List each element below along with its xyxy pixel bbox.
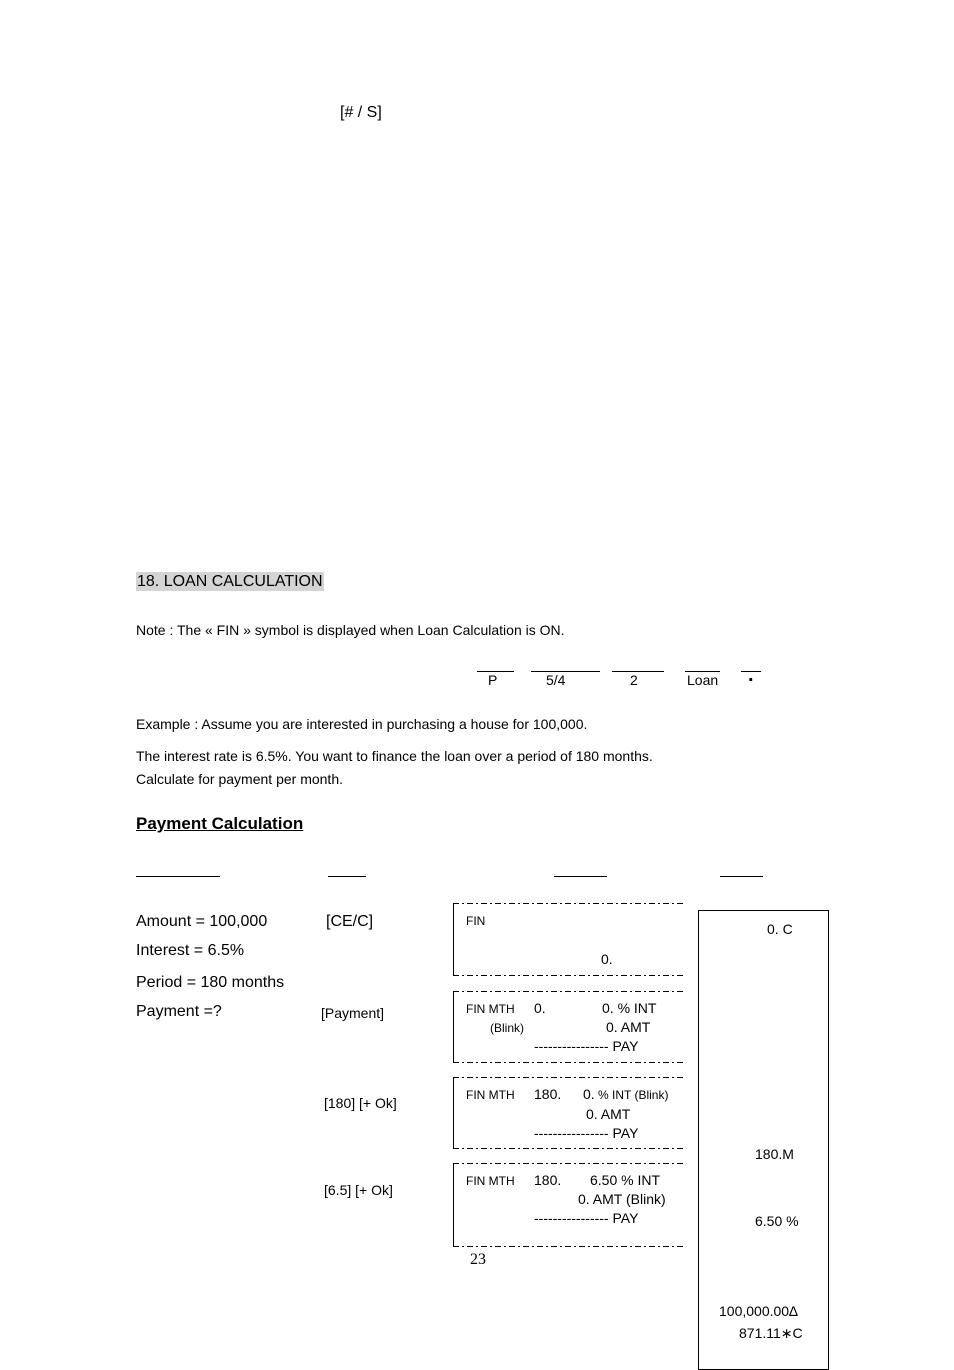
display-4-fin-mth: FIN MTH bbox=[466, 1174, 515, 1188]
example-line-3: Calculate for payment per month. bbox=[136, 771, 343, 787]
note-text: Note : The « FIN » symbol is displayed when Loan Calculation is ON. bbox=[136, 622, 565, 638]
payment-calculation-heading: Payment Calculation bbox=[136, 814, 304, 833]
display-4 bbox=[453, 1163, 685, 1247]
display-2-int: 0. % INT bbox=[602, 1000, 657, 1016]
switch-rule-54 bbox=[531, 671, 600, 672]
tape-line-1: 0. C bbox=[767, 921, 793, 937]
switch-label-2: 2 bbox=[630, 672, 638, 688]
display-3-fin-mth: FIN MTH bbox=[466, 1088, 515, 1102]
display-3-mth-value: 180. bbox=[534, 1086, 562, 1102]
display-4-amt-blink: 0. AMT (Blink) bbox=[578, 1191, 666, 1207]
display-1-value: 0. bbox=[601, 951, 613, 967]
display-2-blink: (Blink) bbox=[490, 1021, 525, 1035]
input-payment: Payment =? bbox=[136, 1003, 222, 1020]
example-line-2: The interest rate is 6.5%. You want to finance the loan over a period of 180 months. bbox=[136, 748, 653, 764]
input-interest: Interest = 6.5% bbox=[136, 942, 245, 959]
top-key-label: [# / S] bbox=[340, 104, 382, 121]
display-3-pay: ---------------- PAY bbox=[534, 1125, 639, 1141]
column-rule-1 bbox=[136, 876, 220, 877]
display-2-fin-mth: FIN MTH bbox=[466, 1002, 515, 1016]
section-heading-text: 18. LOAN CALCULATION bbox=[137, 573, 323, 590]
display-2-mth-value: 0. bbox=[534, 1000, 546, 1016]
tape-line-2: 180.M bbox=[755, 1146, 794, 1162]
printed-tape bbox=[698, 910, 829, 1370]
column-rule-4 bbox=[720, 876, 763, 877]
key-180-ok: [180] [+ Ok] bbox=[324, 1095, 397, 1111]
switch-label-dot: . bbox=[748, 664, 754, 686]
switch-label-loan: Loan bbox=[687, 672, 719, 688]
tape-line-5: 871.11∗C bbox=[739, 1325, 803, 1341]
display-4-mth-value: 180. bbox=[534, 1172, 562, 1188]
display-2-amt: 0. AMT bbox=[606, 1019, 651, 1035]
display-2 bbox=[453, 991, 685, 1063]
display-4-int: 6.50 % INT bbox=[590, 1172, 661, 1188]
display-1-fin: FIN bbox=[466, 914, 486, 928]
page-number: 23 bbox=[470, 1251, 486, 1268]
tape-line-3: 6.50 % bbox=[755, 1213, 799, 1229]
tape-line-4: 100,000.00∆ bbox=[719, 1303, 798, 1319]
input-amount: Amount = 100,000 bbox=[136, 913, 268, 930]
display-3-int-blink: % INT (Blink) bbox=[598, 1088, 669, 1102]
display-3-amt: 0. AMT bbox=[586, 1106, 631, 1122]
display-1 bbox=[453, 903, 685, 976]
column-rule-3 bbox=[554, 876, 607, 877]
display-4-pay: ---------------- PAY bbox=[534, 1210, 639, 1226]
example-line-1: Example : Assume you are interested in purchasing a house for 100,000. bbox=[136, 716, 588, 732]
switch-label-p: P bbox=[488, 672, 498, 688]
display-3-int-num: 0. bbox=[583, 1086, 595, 1102]
switch-label-54: 5/4 bbox=[546, 672, 566, 688]
column-rule-2 bbox=[328, 876, 366, 877]
key-65-ok: [6.5] [+ Ok] bbox=[324, 1182, 393, 1198]
key-ce-c: [CE/C] bbox=[326, 913, 374, 930]
section-heading bbox=[136, 573, 324, 591]
key-payment: [Payment] bbox=[321, 1005, 385, 1021]
input-period: Period = 180 months bbox=[136, 974, 285, 991]
display-2-pay: ---------------- PAY bbox=[534, 1038, 639, 1054]
display-3 bbox=[453, 1077, 685, 1149]
switch-rule-2 bbox=[612, 671, 664, 672]
